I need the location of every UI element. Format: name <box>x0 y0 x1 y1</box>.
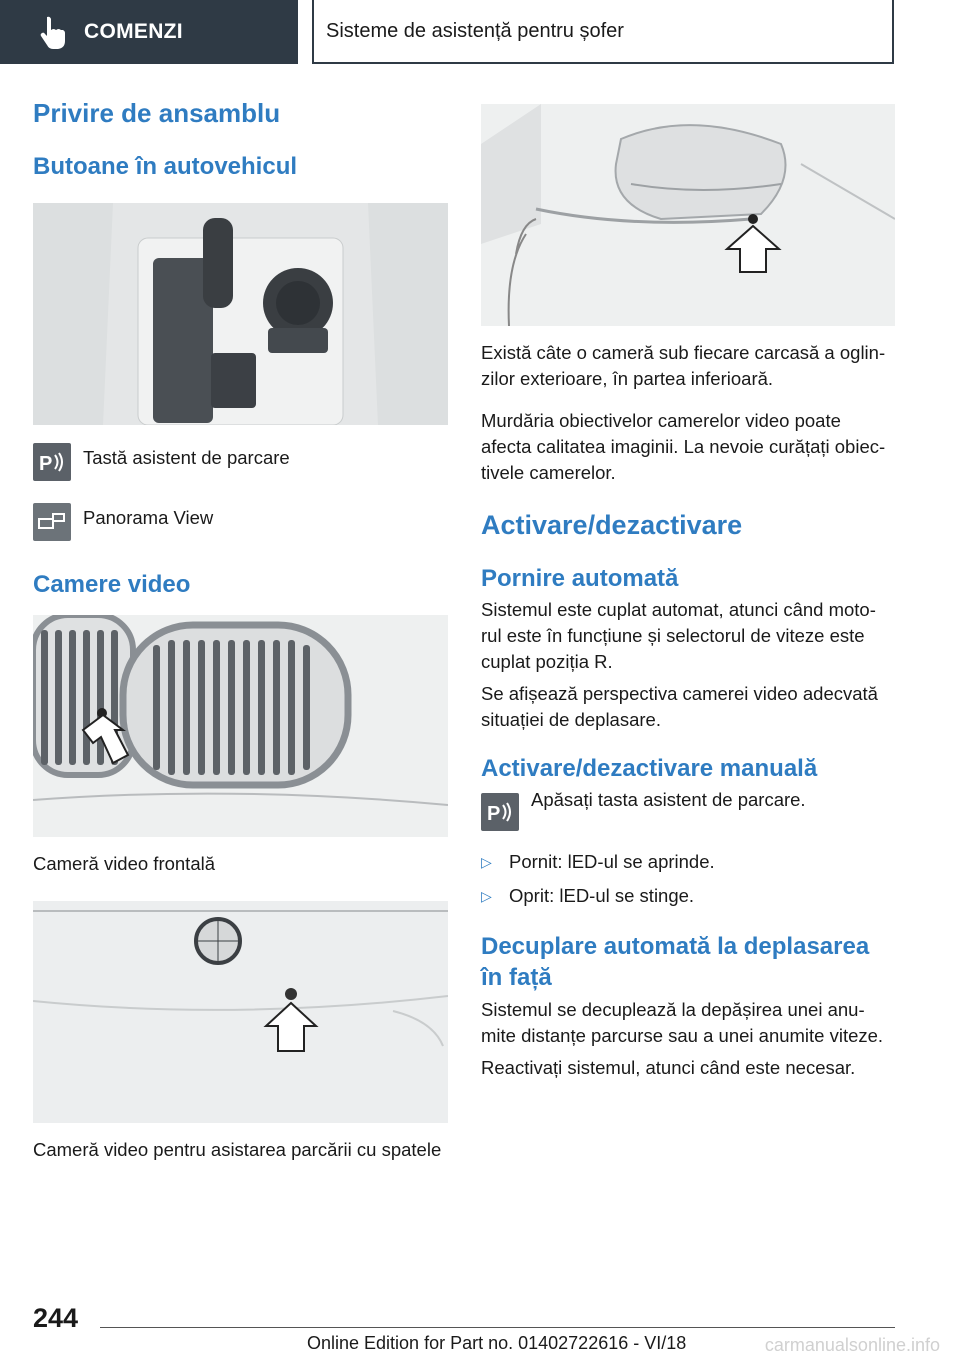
bullet-off <box>481 883 895 909</box>
parking-assistant-icon <box>481 793 519 831</box>
auto-start-text: Sistemul este cuplat automat, atunci când moto-rul este în funcțiune și selectorul de viteze este cuplat poziția R. <box>481 599 876 672</box>
page-title: Privire de ansamblu <box>33 98 281 128</box>
panorama-view-icon <box>33 503 71 541</box>
svg-text:P: P <box>487 803 501 825</box>
watermark: carmanualsonline.info <box>764 1335 940 1355</box>
right-column <box>481 104 895 1081</box>
bullet-on-text: Pornit: lED-ul se aprinde. <box>509 851 715 872</box>
decouple-text: Sistemul se decuplează la depășirea unei anu-mite distanțe parcurse sau a unei anumite viteze. <box>481 999 884 1046</box>
parking-assistant-item <box>33 443 448 481</box>
front-camera-caption: Cameră video frontală <box>33 853 216 874</box>
section-tab[interactable] <box>0 0 298 64</box>
decouple-heading: Decuplare automată la deplasarea în față <box>481 933 870 991</box>
page-number: 244 <box>33 1303 79 1333</box>
section-title: COMENZI <box>84 20 183 43</box>
perspective-text: Se afișează perspectiva camerei video adecvată situației de deplasare. <box>481 683 878 730</box>
mirror-camera-image <box>481 104 895 326</box>
lens-dirt-text: Murdăria obiectivelor camerelor video poate afecta calitatea imaginii. La nevoie curățați obiec-tivele camerelor. <box>481 410 886 483</box>
bullet-off-text: Oprit: lED-ul se stinge. <box>509 885 695 906</box>
panorama-view-item <box>33 503 448 541</box>
manual-text: Apăsați tasta asistent de parcare. <box>531 789 806 810</box>
panorama-view-label: Panorama View <box>83 507 214 528</box>
mirror-camera-text: Există câte o cameră sub fiecare carcasă a oglin-zilor exterioare, în partea inferioară. <box>481 342 886 389</box>
chapter-header <box>312 0 894 64</box>
front-camera-image <box>33 615 448 837</box>
edition-footer: Online Edition for Part no. 01402722616 - VI/18 <box>307 1333 687 1353</box>
buttons-heading: Butoane în autovehicul <box>33 153 298 180</box>
rear-camera-image <box>33 901 448 1123</box>
chapter-title: Sisteme de asistență pentru șofer <box>326 19 624 42</box>
rear-camera-caption: Cameră video pentru asistarea parcării cu spatele <box>33 1139 442 1160</box>
footer-divider <box>100 1327 895 1328</box>
hand-pointer-icon <box>38 15 68 49</box>
cameras-heading: Camere video <box>33 571 191 598</box>
reactivate-text: Reactivați sistemul, atunci când este necesar. <box>481 1057 856 1078</box>
left-column <box>33 98 448 1163</box>
parking-assistant-label: Tastă asistent de parcare <box>83 447 290 468</box>
auto-start-heading: Pornire automată <box>481 565 679 592</box>
activation-heading: Activare/dezactivare <box>481 510 743 540</box>
parking-assistant-icon <box>33 443 71 481</box>
triangle-bullet-icon: ▷ <box>481 854 492 870</box>
manual-item <box>481 789 895 831</box>
manual-heading: Activare/dezactivare manuală <box>481 755 818 782</box>
triangle-bullet-icon: ▷ <box>481 888 492 904</box>
bullet-on <box>481 849 895 875</box>
svg-text:P: P <box>39 453 53 475</box>
console-image <box>33 203 448 425</box>
